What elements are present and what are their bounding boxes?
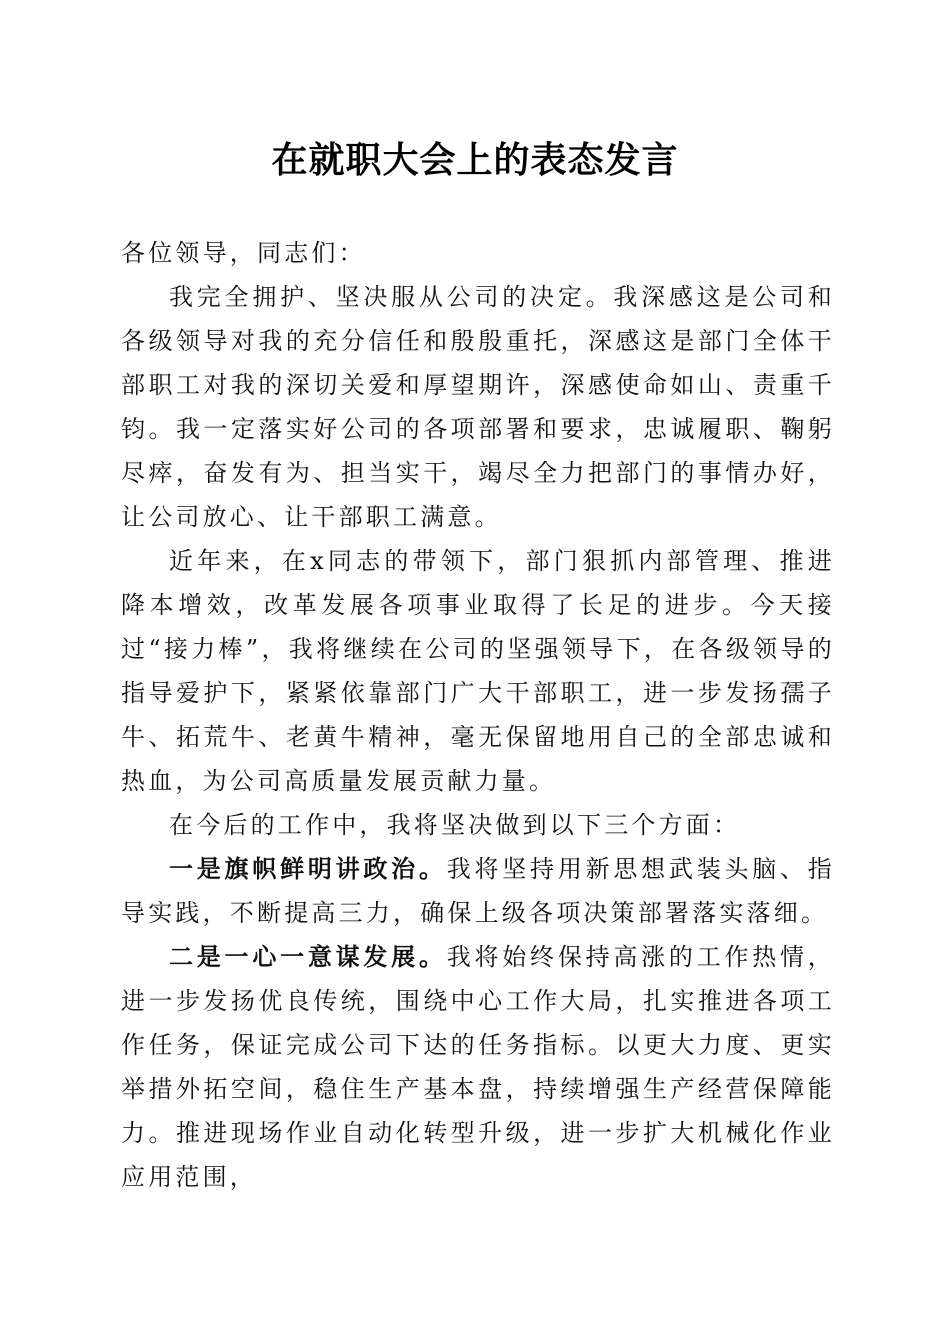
- document-body: [121, 231, 835, 1199]
- paragraph-2: [121, 539, 835, 803]
- document-title: 在就职大会上的表态发言: [271, 139, 679, 181]
- paragraph-text: 我完全拥护、坚决服从公司的决定。我深感这是公司和各级领导对我的充分信任和殷殷重托，深感这是部门全体干部职工对我的深切关爱和厚望期许，深感使命如山、责重千钧。我一定落实好公司的各项部署和要求，忠诚履职、鞠躬尽瘁，奋发有为、担当实干，竭尽全力把部门的事情办好，让公司放心、让干部职工满意。: [121, 283, 835, 531]
- paragraph-text: 我将坚持用新思想武装头脑、指导实践，不断提高三力，确保上级各项决策部署落实落细。: [121, 855, 835, 927]
- salutation: 各位领导，同志们：: [121, 239, 366, 267]
- paragraph-4: [121, 847, 835, 935]
- paragraph-3: [121, 803, 835, 847]
- paragraph-text: 在今后的工作中，我将坚决做到以下三个方面：: [169, 811, 741, 839]
- paragraph-text: 我将始终保持高涨的工作热情，进一步发扬优良传统，围绕中心工作大局，扎实推进各项工作任务，保证完成公司下达的任务指标。以更大力度、更实举措外拓空间，稳住生产基本盘，持续增强生产经营保障能力。推进现场作业自动化转型升级，进一步扩大机械化作业应用范围，: [121, 943, 835, 1191]
- paragraph-5: [121, 935, 835, 1199]
- paragraph-lead: 二是一心一意谋发展。: [169, 942, 447, 971]
- paragraph-text: 近年来，在x同志的带领下，部门狠抓内部管理、推进降本增效，改革发展各项事业取得了长足的进步。今天接过“接力棒”，我将继续在公司的坚强领导下，在各级领导的指导爱护下，紧紧依靠部门广大干部职工，进一步发扬孺子牛、拓荒牛、老黄牛精神，毫无保留地用自己的全部忠诚和热血，为公司高质量发展贡献力量。: [121, 547, 835, 795]
- paragraph-1: [121, 275, 835, 539]
- paragraph-lead: 一是旗帜鲜明讲政治。: [169, 854, 447, 883]
